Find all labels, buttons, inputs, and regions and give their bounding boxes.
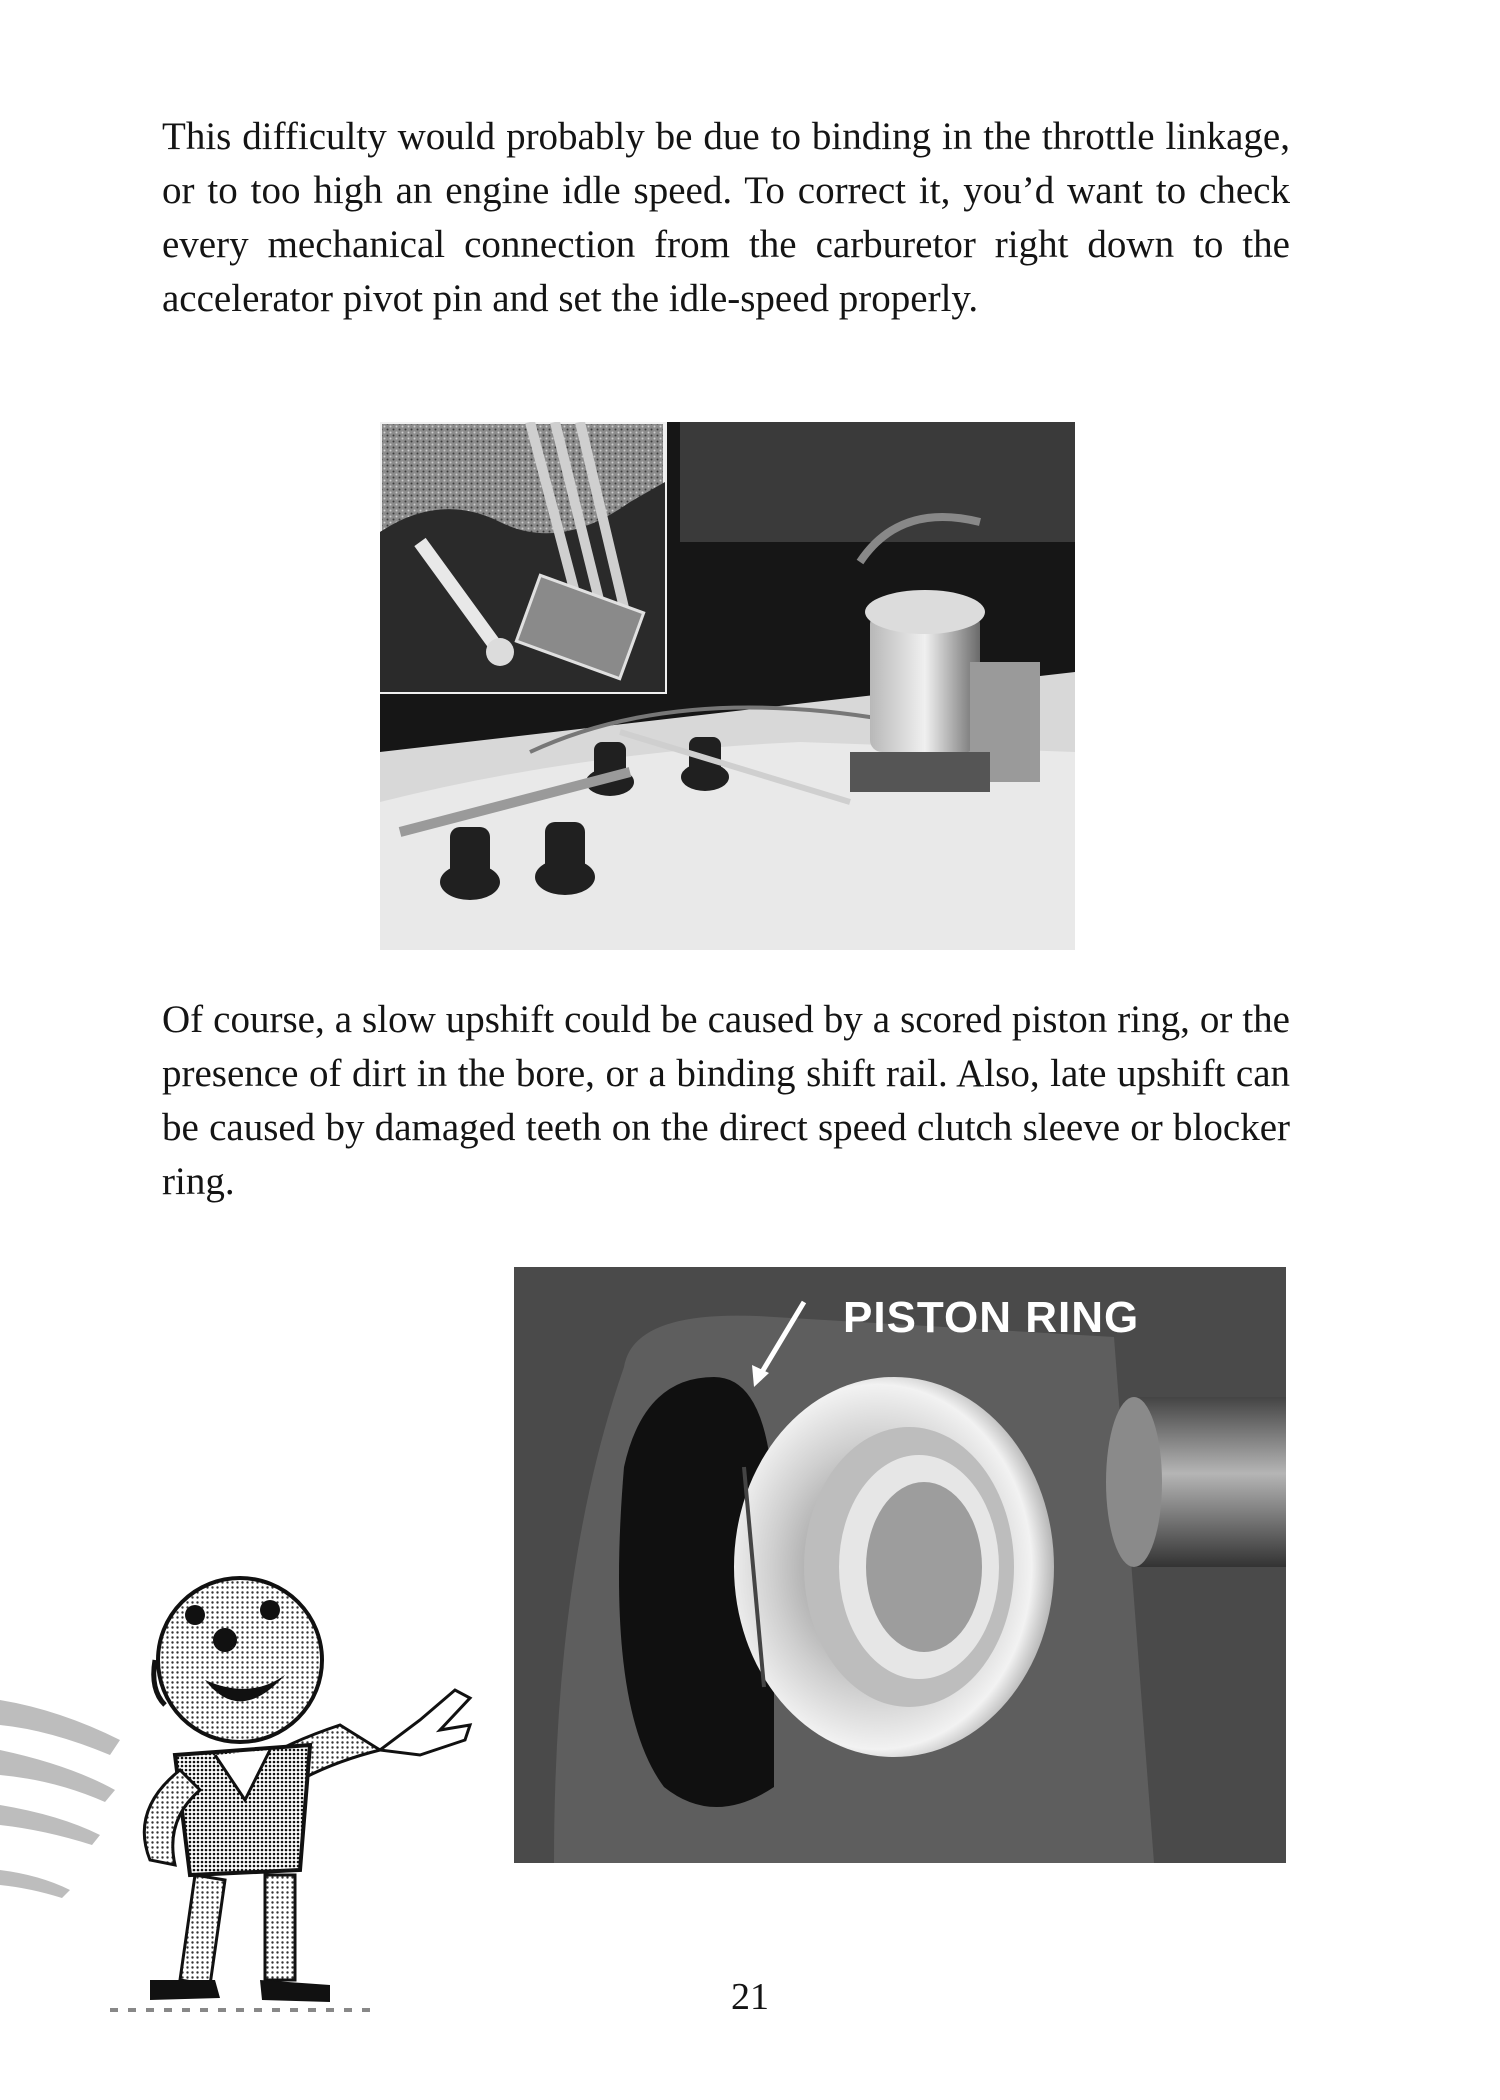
piston-ring-callout: PISTON RING xyxy=(843,1293,1140,1342)
page-number: 21 xyxy=(731,1976,769,2018)
piston-ring-photo xyxy=(514,1267,1286,1863)
engine-carburetor-photo xyxy=(380,422,1075,950)
body-paragraph-throttle: This difficulty would probably be due to binding in the throttle linkage, or to too high an engine idle speed. To correct it, you’d want to check every mechanical connection from the carburetor right down to the accelerator pivot pin and set the idle-speed properly. xyxy=(162,115,1290,320)
mascot-illustration xyxy=(0,1540,520,2020)
body-paragraph-upshift: Of course, a slow upshift could be caused by a scored piston ring, or the presence of dirt in the bore, or a binding shift rail. Also, late upshift can be caused by damaged teeth on the direct speed clutch sleeve or blocker ring. xyxy=(162,998,1290,1203)
